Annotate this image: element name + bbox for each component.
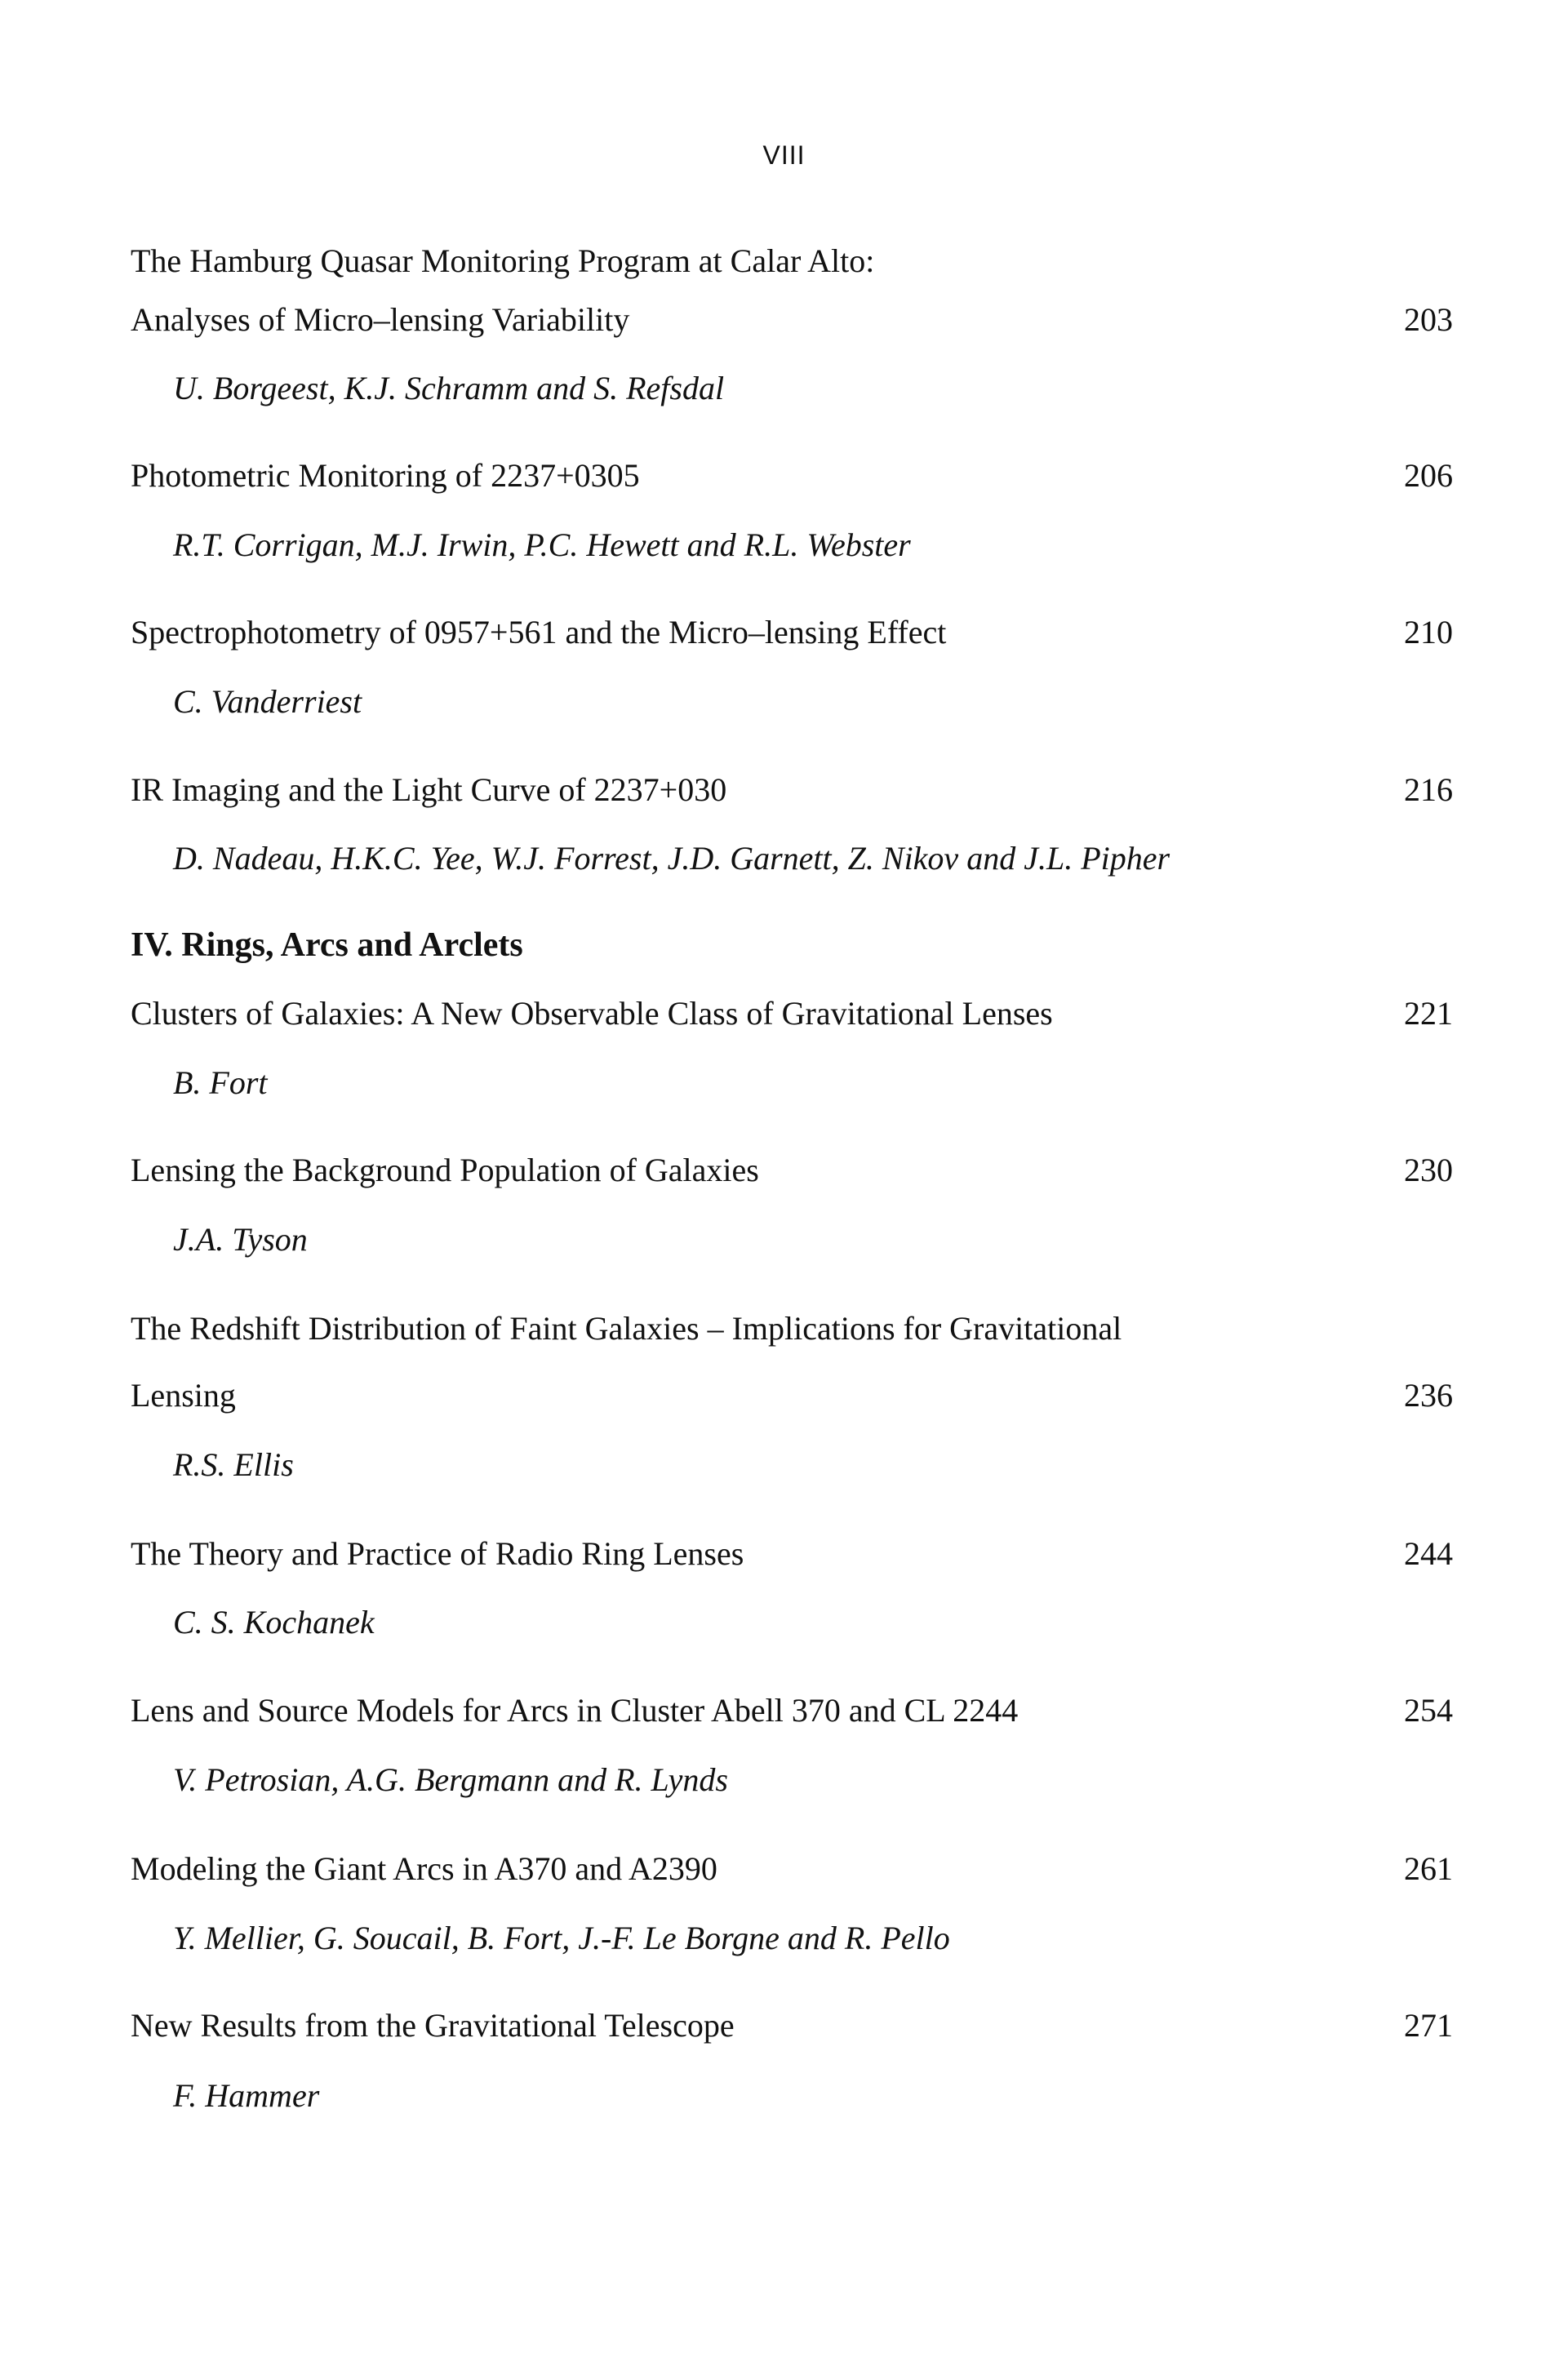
entry-title-line [131, 766, 1453, 815]
entry-page-number: 254 [1404, 1692, 1453, 1729]
entry-page-number: 203 [1404, 301, 1453, 338]
entry-authors: R.S. Ellis [173, 1446, 294, 1483]
entry-authors: F. Hammer [173, 2077, 320, 2114]
entry-title-line [131, 1304, 1453, 1353]
entry-authors: B. Fort [173, 1064, 268, 1101]
entry-title: New Results from the Gravitational Telescope [131, 2007, 735, 2044]
entry-title: The Theory and Practice of Radio Ring Lenses [131, 1535, 744, 1572]
entry-authors: Y. Mellier, G. Soucail, B. Fort, J.-F. Le Borgne and R. Pello [173, 1920, 950, 1956]
entry-title-line [131, 989, 1453, 1038]
entry-page-number: 244 [1404, 1535, 1453, 1572]
entry-title: Lensing [131, 1377, 236, 1414]
entry-title-line [131, 1686, 1453, 1735]
entry-authors: C. Vanderriest [173, 683, 362, 720]
entry-title: IR Imaging and the Light Curve of 2237+030 [131, 771, 727, 808]
page-number: VIII [762, 140, 806, 170]
entry-authors: D. Nadeau, H.K.C. Yee, W.J. Forrest, J.D. Garnett, Z. Nikov and J.L. Pipher [173, 840, 1170, 877]
entry-title: The Redshift Distribution of Faint Galaxies – Implications for Gravitational [131, 1310, 1122, 1347]
entry-title-line [131, 1845, 1453, 1893]
entry-title: Photometric Monitoring of 2237+0305 [131, 457, 640, 494]
entry-title-line [131, 2001, 1453, 2050]
entry-page-number: 261 [1404, 1850, 1453, 1887]
entry-page-number: 230 [1404, 1152, 1453, 1188]
section-heading: IV. Rings, Arcs and Arclets [131, 926, 523, 964]
entry-page-number: 216 [1404, 771, 1453, 808]
entry-title-line [131, 295, 1453, 344]
entry-authors: J.A. Tyson [173, 1221, 308, 1258]
entry-authors: C. S. Kochanek [173, 1604, 375, 1640]
entry-title: Lens and Source Models for Arcs in Cluster Abell 370 and CL 2244 [131, 1692, 1019, 1729]
entry-title: Lensing the Background Population of Galaxies [131, 1152, 759, 1188]
entry-title-line [131, 237, 1453, 286]
entry-page-number: 271 [1404, 2007, 1453, 2044]
entry-title-line [131, 451, 1453, 500]
entry-title-line [131, 1529, 1453, 1578]
entry-title-line [131, 1371, 1453, 1420]
entry-authors: R.T. Corrigan, M.J. Irwin, P.C. Hewett and R.L. Webster [173, 526, 911, 563]
entry-title: Spectrophotometry of 0957+561 and the Micro–lensing Effect [131, 614, 947, 650]
entry-title: Modeling the Giant Arcs in A370 and A2390 [131, 1850, 717, 1887]
entry-page-number: 236 [1404, 1377, 1453, 1414]
entry-authors: V. Petrosian, A.G. Bergmann and R. Lynds [173, 1761, 728, 1798]
entry-title: Analyses of Micro–lensing Variability [131, 301, 630, 338]
entry-title: Clusters of Galaxies: A New Observable Class of Gravitational Lenses [131, 995, 1053, 1032]
entry-title-line [131, 1146, 1453, 1195]
entry-page-number: 206 [1404, 457, 1453, 494]
entry-title: The Hamburg Quasar Monitoring Program at Calar Alto: [131, 242, 875, 279]
entry-page-number: 210 [1404, 614, 1453, 650]
entry-page-number: 221 [1404, 995, 1453, 1032]
entry-authors: U. Borgeest, K.J. Schramm and S. Refsdal [173, 370, 725, 406]
entry-title-line [131, 608, 1453, 657]
